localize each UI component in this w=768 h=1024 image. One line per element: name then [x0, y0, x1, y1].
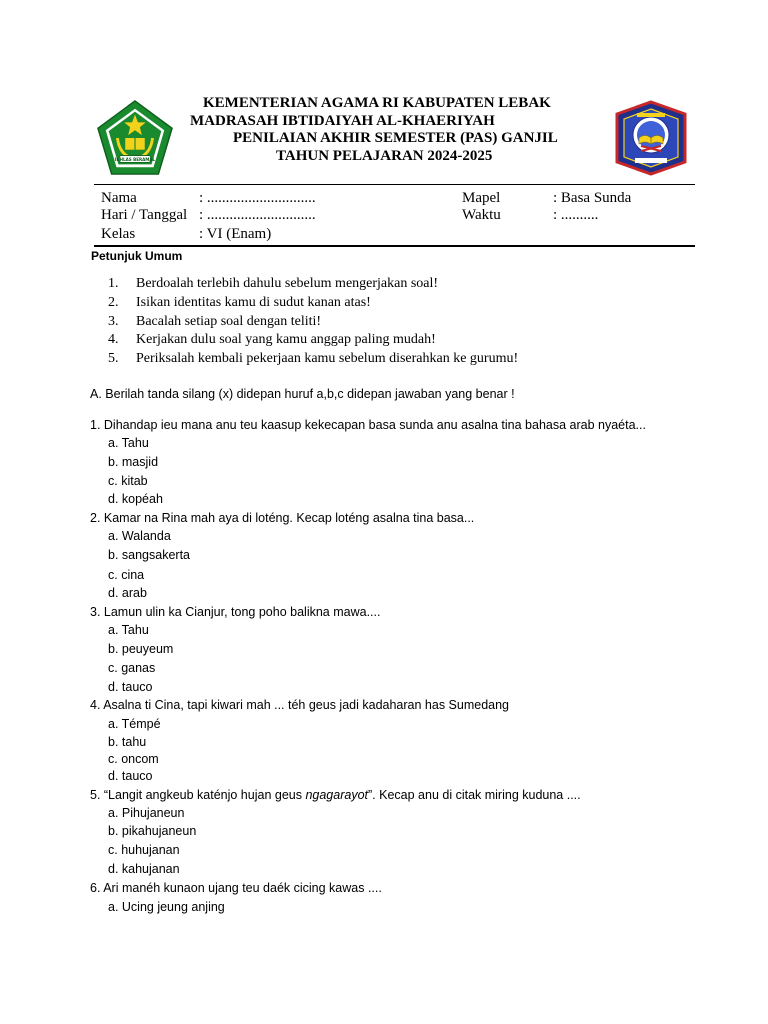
- madrasah-emblem-icon: [615, 100, 687, 176]
- question-5-text-before: 5. “Langit angkeub katénjo hujan geus: [90, 788, 306, 802]
- question-4: 4. Asalna ti Cina, tapi kiwari mah ... téh geus jadi kadaharan has Sumedang: [90, 698, 510, 712]
- info-divider: [94, 245, 695, 247]
- kemenag-emblem-icon: [96, 99, 174, 177]
- waktu-label: Waktu: [462, 207, 501, 223]
- question-5: [90, 788, 581, 802]
- option-2d[interactable]: d. arab: [108, 586, 147, 600]
- option-4c[interactable]: c. oncom: [108, 752, 159, 766]
- nama-field[interactable]: : .............................: [199, 190, 316, 206]
- option-4b[interactable]: b. tahu: [108, 735, 147, 749]
- instruction-number: 1.: [108, 276, 119, 291]
- instruction-item: [108, 276, 438, 292]
- petunjuk-title: Petunjuk Umum: [91, 249, 183, 263]
- question-3: 3. Lamun ulin ka Cianjur, tong poho balikna mawa....: [90, 605, 381, 619]
- option-5d[interactable]: d. kahujanan: [108, 862, 180, 876]
- header-divider: [94, 184, 695, 185]
- option-1a[interactable]: a. Tahu: [108, 436, 149, 450]
- option-2b[interactable]: b. sangsakerta: [108, 548, 190, 562]
- instruction-text: Isikan identitas kamu di sudut kanan atas!: [136, 295, 371, 310]
- waktu-field[interactable]: : ..........: [553, 207, 599, 223]
- question-2: 2. Kamar na Rina mah aya di loténg. Kecap loténg asalna tina basa...: [90, 511, 475, 525]
- hari-label: Hari / Tanggal: [101, 207, 188, 223]
- svg-text:IKHLAS BERAMAL: IKHLAS BERAMAL: [114, 156, 156, 162]
- option-3b[interactable]: b. peuyeum: [108, 642, 174, 656]
- instruction-item: [108, 332, 436, 348]
- instruction-number: 2.: [108, 295, 119, 310]
- instruction-number: 3.: [108, 314, 119, 329]
- header-ministry: KEMENTERIAN AGAMA RI KABUPATEN LEBAK: [203, 95, 551, 111]
- kelas-value: : VI (Enam): [199, 226, 272, 242]
- header-year: TAHUN PELAJARAN 2024-2025: [276, 148, 493, 164]
- mapel-label: Mapel: [462, 190, 501, 206]
- option-1d[interactable]: d. kopéah: [108, 492, 163, 506]
- question-5-text-after: ”. Kecap anu di citak miring kuduna ....: [368, 788, 581, 802]
- option-4a[interactable]: a. Témpé: [108, 717, 161, 731]
- header-exam-title: PENILAIAN AKHIR SEMESTER (PAS) GANJIL: [233, 130, 558, 146]
- instruction-text: Kerjakan dulu soal yang kamu anggap paling mudah!: [136, 332, 436, 347]
- instruction-text: Bacalah setiap soal dengan teliti!: [136, 314, 322, 329]
- option-3d[interactable]: d. tauco: [108, 680, 153, 694]
- option-6a[interactable]: a. Ucing jeung anjing: [108, 900, 225, 914]
- hari-field[interactable]: : .............................: [199, 207, 316, 223]
- option-1c[interactable]: c. kitab: [108, 474, 148, 488]
- question-1: 1. Dihandap ieu mana anu teu kaasup kekecapan basa sunda anu asalna tina bahasa arab nyaéta...: [90, 418, 646, 432]
- instruction-item: [108, 314, 321, 330]
- section-a-instruction: A. Berilah tanda silang (x) didepan huruf a,b,c didepan jawaban yang benar !: [90, 387, 515, 401]
- option-1b[interactable]: b. masjid: [108, 455, 159, 469]
- option-5b[interactable]: b. pikahujaneun: [108, 824, 197, 838]
- question-6: 6. Ari manéh kunaon ujang teu daék cicing kawas ....: [90, 881, 382, 895]
- option-2a[interactable]: a. Walanda: [108, 529, 171, 543]
- instruction-text: Periksalah kembali pekerjaan kamu sebelum diserahkan ke gurumu!: [136, 351, 519, 366]
- instruction-item: [108, 295, 371, 311]
- nama-label: Nama: [101, 190, 137, 206]
- instruction-text: Berdoalah terlebih dahulu sebelum mengerjakan soal!: [136, 276, 439, 291]
- mapel-value: : Basa Sunda: [553, 190, 632, 206]
- instruction-number: 5.: [108, 351, 119, 366]
- kelas-label: Kelas: [101, 226, 136, 242]
- option-4d[interactable]: d. tauco: [108, 769, 153, 783]
- option-5c[interactable]: c. huhujanan: [108, 843, 180, 857]
- question-5-italic-word: ngagarayot: [305, 788, 369, 802]
- option-5a[interactable]: a. Pihujaneun: [108, 806, 185, 820]
- header-school: MADRASAH IBTIDAIYAH AL-KHAERIYAH: [190, 113, 495, 129]
- option-2c[interactable]: c. cina: [108, 568, 145, 582]
- option-3a[interactable]: a. Tahu: [108, 623, 149, 637]
- option-3c[interactable]: c. ganas: [108, 661, 156, 675]
- instruction-number: 4.: [108, 332, 119, 347]
- instruction-item: [108, 351, 518, 367]
